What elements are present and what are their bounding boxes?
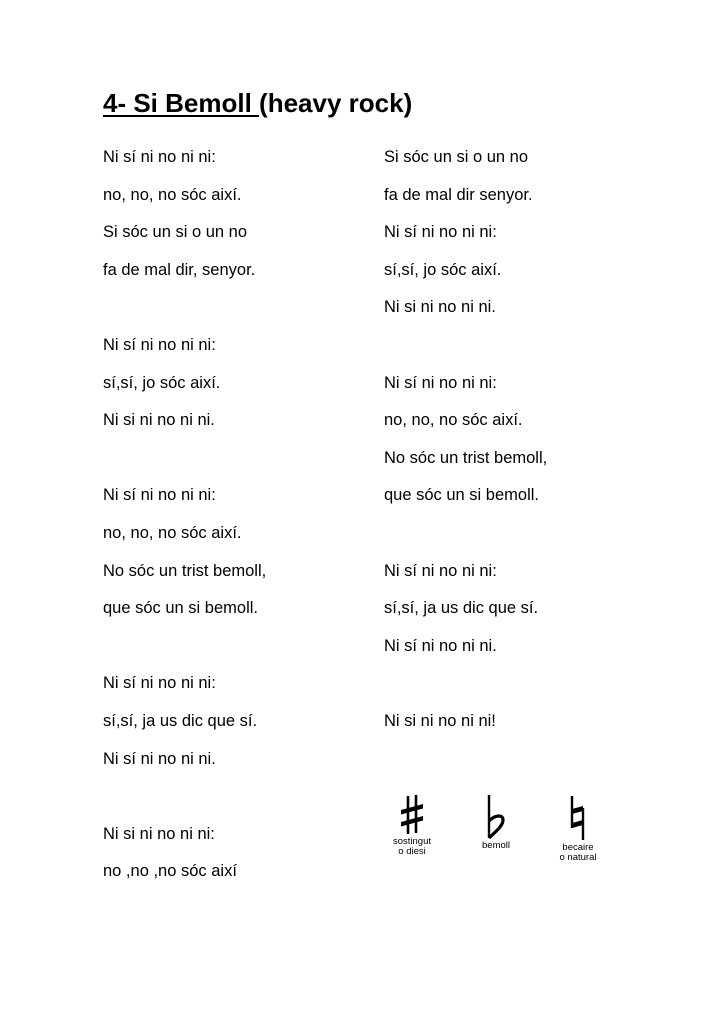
lyric-line: Ni sí ni no ni ni:	[384, 223, 497, 242]
lyric-line	[384, 335, 547, 373]
lyric-line: fa de mal dir, senyor.	[103, 260, 256, 279]
sharp-symbol	[372, 794, 452, 857]
lyric-line: No sóc un trist bemoll,	[384, 448, 548, 467]
lyrics-left-column	[103, 147, 266, 899]
flat-label: bemoll	[482, 840, 510, 851]
lyric-line: Ni sí ni no ni ni.	[384, 636, 497, 655]
lyric-line: Ni sí ni no ni ni:	[103, 148, 216, 166]
lyric-line: no, no, no sóc així.	[103, 185, 242, 204]
lyric-line: Ni sí ni no ni ni:	[103, 486, 216, 505]
lyric-line: Ni sí ni no ni ni.	[103, 749, 216, 768]
lyric-line	[103, 448, 266, 486]
sharp-label: sostingut o diesi	[392, 836, 432, 857]
lyric-line: Ni sí ni no ni ni:	[103, 674, 216, 693]
natural-label: becaire o natural	[559, 842, 597, 863]
flat-symbol	[456, 794, 536, 851]
lyric-line	[103, 786, 266, 824]
lyric-line: Ni si ni no ni ni.	[103, 411, 215, 430]
lyric-line: que sóc un si bemoll.	[103, 599, 259, 618]
lyric-line: sí,sí, jo sóc així.	[384, 260, 502, 279]
lyric-line: Ni sí ni no ni ni:	[103, 335, 216, 354]
lyric-line: Si sóc un si o un no	[103, 223, 248, 242]
lyric-line: sí,sí, jo sóc així.	[103, 373, 221, 392]
lyric-line: no ,no ,no sóc així	[103, 862, 237, 881]
lyric-line: que sóc un si bemoll.	[384, 486, 540, 505]
lyric-line: Ni sí ni no ni ni:	[384, 373, 497, 392]
music-symbols-legend	[372, 794, 612, 874]
lyric-line: Ni si ni no ni ni:	[103, 824, 215, 843]
lyric-line: no, no, no sóc així.	[103, 523, 242, 542]
lyric-line	[384, 523, 547, 561]
lyric-line: Ni sí ni no ni ni:	[384, 561, 497, 580]
lyric-line: fa de mal dir senyor.	[384, 185, 533, 204]
sharp-icon	[395, 794, 429, 836]
natural-icon	[561, 794, 595, 842]
flat-icon	[479, 794, 513, 840]
lyric-line: Ni si ni no ni ni!	[384, 711, 496, 730]
natural-symbol	[538, 794, 618, 863]
page-title	[103, 88, 412, 119]
lyric-line: Si sóc un si o un no	[384, 148, 529, 166]
lyric-line: Ni si ni no ni ni.	[384, 298, 496, 317]
lyric-line	[384, 673, 547, 711]
lyric-line	[103, 297, 266, 335]
title-main: 4- Si Bemoll	[103, 88, 260, 118]
lyric-line	[103, 636, 266, 674]
title-subtitle: (heavy rock)	[259, 88, 413, 118]
lyric-line: No sóc un trist bemoll,	[103, 561, 267, 580]
lyric-line: sí,sí, ja us dic que sí.	[103, 711, 258, 730]
lyric-line: sí,sí, ja us dic que sí.	[384, 599, 539, 618]
lyric-line: no, no, no sóc així.	[384, 411, 523, 430]
lyrics-right-column	[384, 147, 547, 749]
